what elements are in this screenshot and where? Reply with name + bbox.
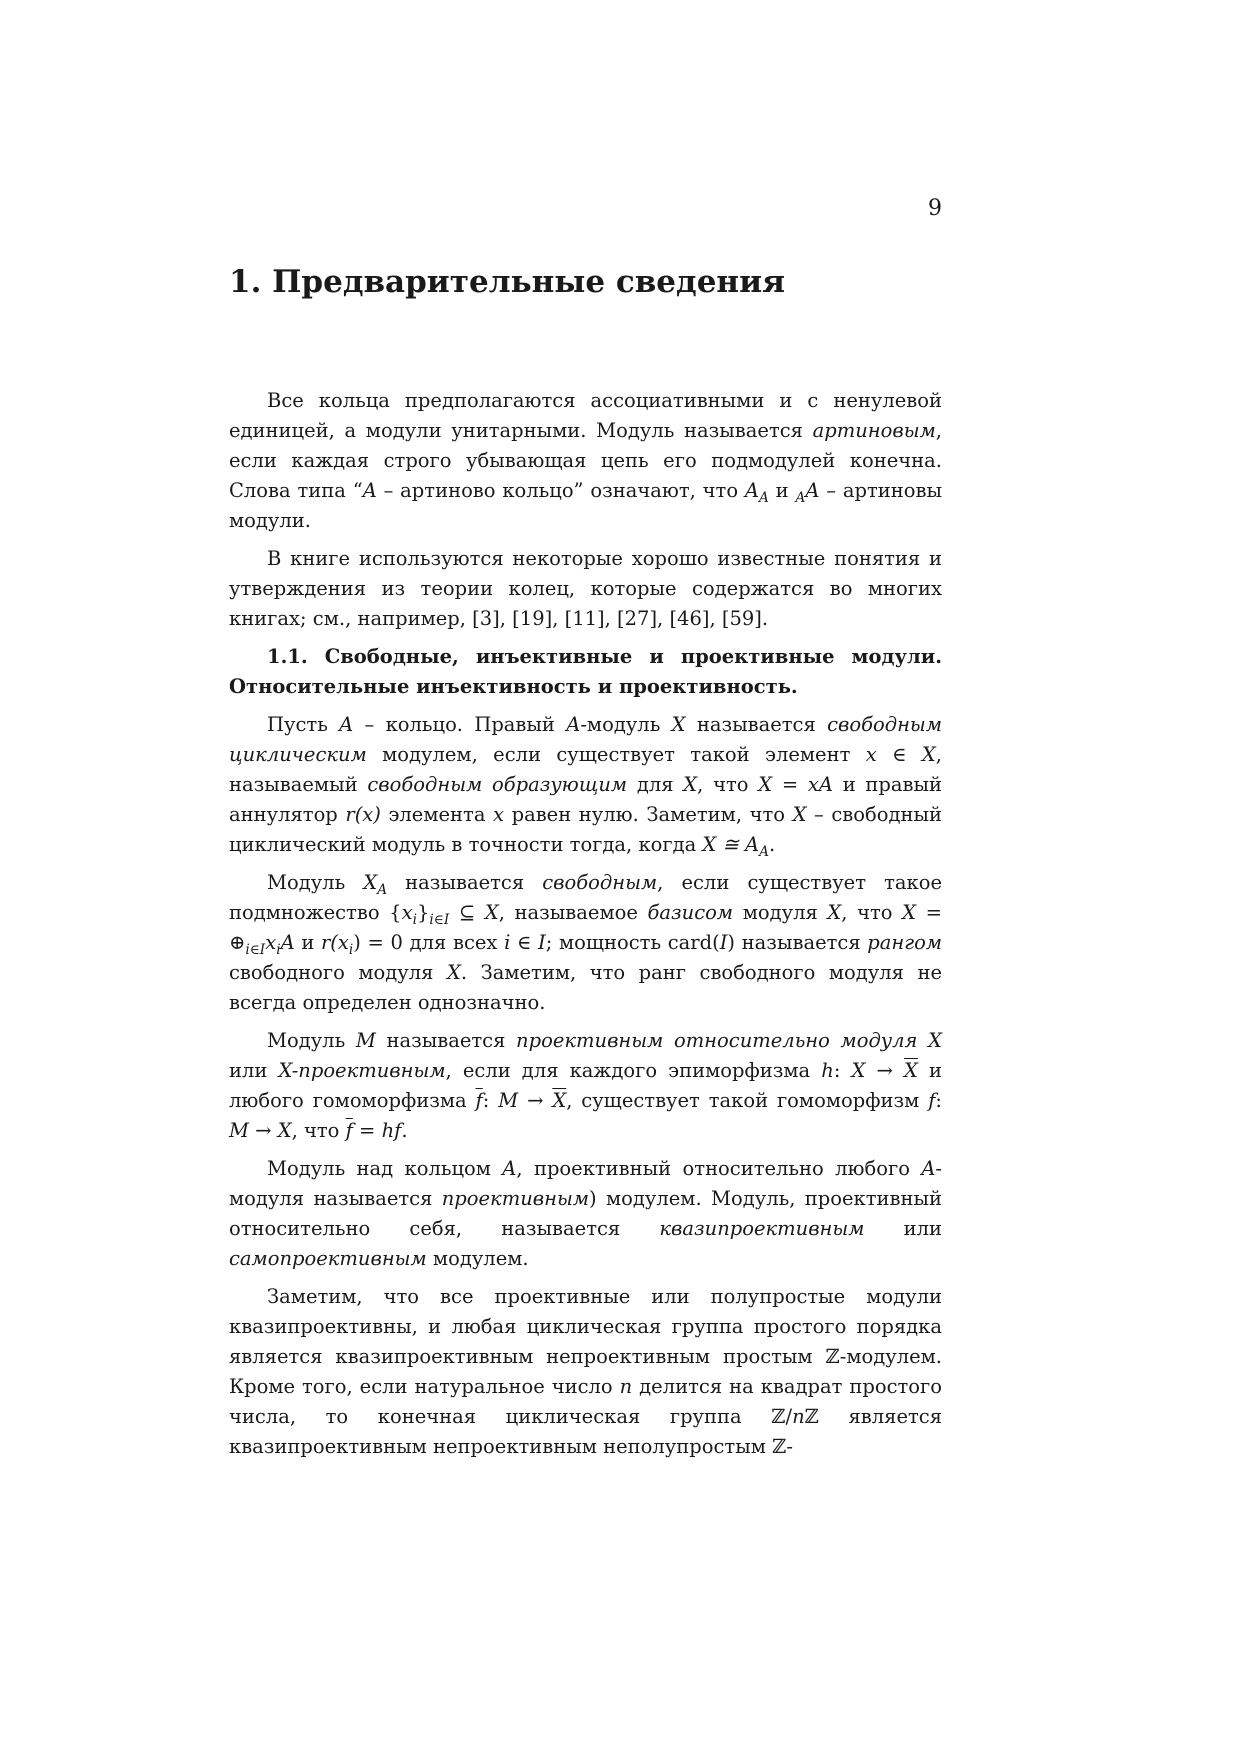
- section-heading: 1.1. Свободные, инъективные и проективные модули. Относительные инъективность и проективность.: [229, 645, 942, 698]
- paragraph-quasiprojective: Заметим, что все проективные или полупростые модули квазипроективны, и любая циклическая группа простого порядка является квазипроективным непроективным простым ℤ-модулем. Кроме того, если натуральное число n делится на квадрат простого числа, то конечная циклическая группа ℤ/nℤ является квазипроективным непроективным неполупростым ℤ-: [229, 1285, 943, 1458]
- paragraph-intro: Все кольца предполагаются ассоциативными и с ненулевой единицей, а модули унитарными. Модуль называется артиновым, если каждая строго убывающая цепь его подмодулей конечна. Слова типа “A – артиново кольцо” означают, что $A_A$ и $_A$A – артиновы модули.: [229, 389, 942, 532]
- paragraph-projective: Модуль над кольцом A, проективный относительно любого A-модуля называется проективным) модулем. Модуль, проективный относительно себя, называется квазипроективным или самопроективным модулем.: [229, 1157, 942, 1270]
- paragraph-references: В книге используются некоторые хорошо известные понятия и утверждения из теории колец, которые содержатся во многих книгах; см., например, [3], [19], [11], [27], [46], [59].: [229, 547, 942, 630]
- body-text: [229, 386, 942, 1470]
- paragraph-relative-projective: Модуль M называется проективным относительно модуля X или X-проективным, если для каждого эпиморфизма h: $X \to \overline{X}$ и любого гомоморфизма $\overline{f}$: $M \to \overline{X}$, существует такой гомоморфизм f: M → X, что $\overline{f}$ = hf.: [229, 1029, 942, 1142]
- paragraph-free-module: Модуль $X_A$ называется свободным, если существует такое подмножество $\{x_i\}_{i\in I}$ ⊆ X, называемое базисом модуля X, что $X = \oplus_{i\in I}x_iA$ и $r(x_i) = 0$ для всех i ∈ I; мощность card(I) называется рангом свободного модуля X. Заметим, что ранг свободного модуля не всегда определен однозначно.: [229, 871, 942, 1014]
- page-number: 9: [928, 196, 942, 221]
- chapter-title: 1. Предварительные сведения: [229, 264, 786, 300]
- paragraph-free-cyclic: Пусть A – кольцо. Правый A-модуль X называется свободным циклическим модулем, если существует такой элемент x ∈ X, называемый свободным образующим для X, что X = xA и правый аннулятор r(x) элемента x равен нулю. Заметим, что X – свободный циклический модуль в точности тогда, когда X ≅ $A_A$.: [229, 713, 943, 860]
